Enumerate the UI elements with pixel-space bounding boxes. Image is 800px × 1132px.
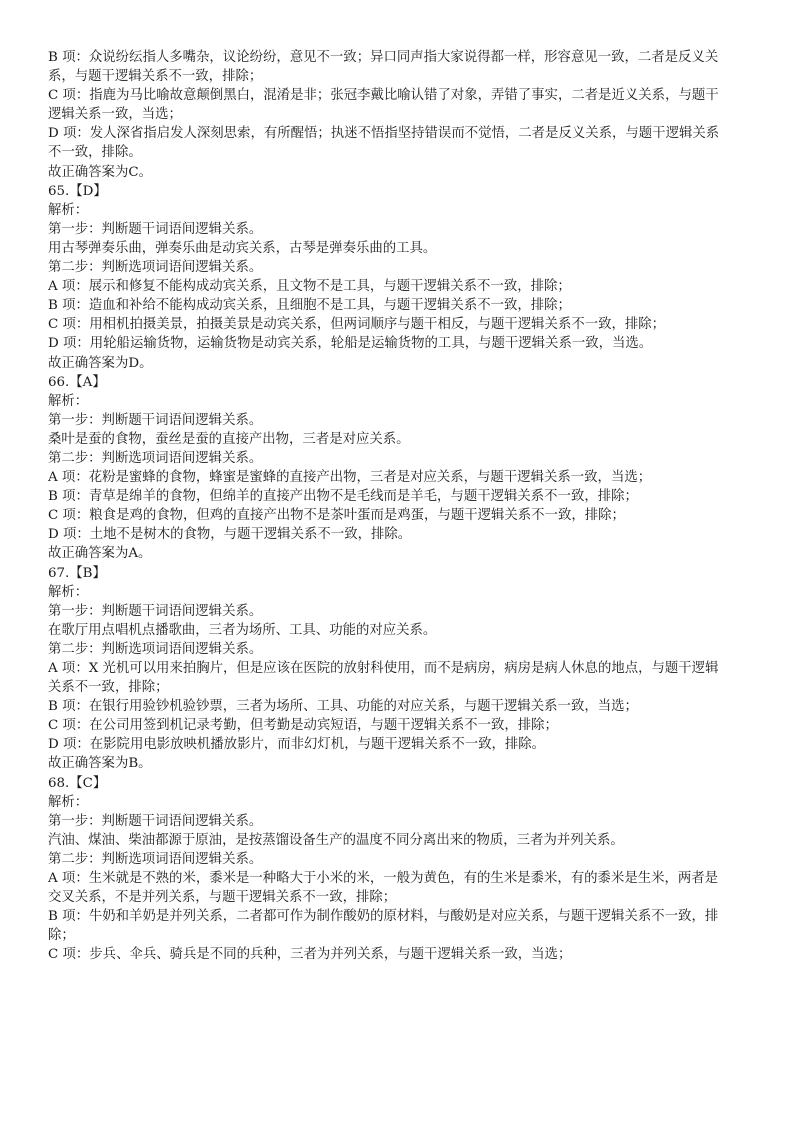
text-line: 故正确答案为C。 [48,164,152,180]
text-line: 逻辑关系一致，当选； [48,107,182,123]
document-body [48,48,760,965]
text-line: 在歌厅用点唱机点播歌曲，三者为场所、工具、功能的对应关系。 [48,622,437,638]
text-line: 68.【C】 [48,775,107,791]
text-line: 不一致，排除。 [48,145,142,161]
text-line: B 项：造血和补给不能构成动宾关系，且细胞不是工具，与题干逻辑关系不一致，排除； [48,298,571,314]
text-line: 汽油、煤油、柴油都源于原油，是按蒸馏设备生产的温度不同分离出来的物质，三者为并列关系。 [48,832,624,848]
text-line: 故正确答案为D。 [48,355,153,371]
text-line: 除； [48,928,75,944]
text-line: 桑叶是蚕的食物，蚕丝是蚕的直接产出物，三者是对应关系。 [48,431,410,447]
text-line: 系，与题干逻辑关系不一致，排除； [48,69,263,85]
text-line: B 项：牛奶和羊奶是并列关系，二者都可作为制作酸奶的原材料，与酸奶是对应关系，与题干逻辑关系不一致，排 [48,909,719,925]
text-line: 第二步：判断选项词语间逻辑关系。 [48,851,263,867]
text-line: 第一步：判断题干词语间逻辑关系。 [48,813,263,829]
text-line: A 项：展示和修复不能构成动宾关系，且文物不是工具，与题干逻辑关系不一致，排除； [48,279,571,295]
text-line: 交叉关系，不是并列关系，与题干逻辑关系不一致，排除； [48,890,397,906]
text-line: 第一步：判断题干词语间逻辑关系。 [48,221,263,237]
text-line: C 项：粮食是鸡的食物，但鸡的直接产出物不是茶叶蛋而是鸡蛋，与题干逻辑关系不一致，排除； [48,508,625,524]
text-line: A 项：X 光机可以用来拍胸片，但是应该在医院的放射科使用，而不是病房，病房是病人休息的地点，与题干逻辑 [48,661,719,676]
text-line: 66.【A】 [48,374,106,390]
text-line: 用古琴弹奏乐曲，弹奏乐曲是动宾关系，古琴是弹奏乐曲的工具。 [48,240,437,256]
text-line: 解析： [48,584,89,600]
text-line: D 项：在影院用电影放映机播放影片，而非幻灯机，与题干逻辑关系不一致，排除。 [48,737,546,753]
text-line: D 项：土地不是树木的食物，与题干逻辑关系不一致，排除。 [48,527,412,543]
text-line: 解析： [48,202,89,218]
text-line: 第一步：判断题干词语间逻辑关系。 [48,603,263,619]
text-line: A 项：花粉是蜜蜂的食物，蜂蜜是蜜蜂的直接产出物，三者是对应关系，与题干逻辑关系一致，当选； [48,470,652,486]
text-line: B 项：众说纷纭指人多嘴杂，议论纷纷，意见不一致；异口同声指大家说得都一样，形容意见一致，二者是反义关 [48,50,719,65]
text-line: 第二步：判断选项词语间逻辑关系。 [48,450,263,466]
text-line: 解析： [48,794,89,810]
text-line: B 项：在银行用验钞机验钞票，三者为场所、工具、功能的对应关系，与题干逻辑关系一致，当选； [48,699,638,715]
text-line: 第二步：判断选项词语间逻辑关系。 [48,641,263,657]
text-line: C 项：指鹿为马比喻故意颠倒黑白，混淆是非；张冠李戴比喻认错了对象，弄错了事实，二者是近义关系，与题干 [48,88,719,104]
text-line: C 项：用相机拍摄美景，拍摄美景是动宾关系，但两词顺序与题干相反，与题干逻辑关系不一致，排除； [48,317,666,333]
text-line: D 项：用轮船运输货物，运输货物是动宾关系，轮船是运输货物的工具，与题干逻辑关系一致，当选。 [48,336,653,352]
text-line: 第二步：判断选项词语间逻辑关系。 [48,260,263,276]
text-line: C 项：步兵、伞兵、骑兵是不同的兵种，三者为并列关系，与题干逻辑关系一致，当选； [48,947,572,963]
text-line: 故正确答案为B。 [48,756,152,772]
text-line: 关系不一致，排除； [48,680,169,696]
text-line: 67.【B】 [48,565,106,581]
text-line: A 项：生米就是不熟的米，黍米是一种略大于小米的米，一般为黄色，有的生米是黍米，有的黍米是生米，两者是 [48,871,719,887]
text-line: B 项：青草是绵羊的食物，但绵羊的直接产出物不是毛线而是羊毛，与题干逻辑关系不一致，排除； [48,489,638,505]
text-line: 解析： [48,393,89,409]
text-line: 第一步：判断题干词语间逻辑关系。 [48,412,263,428]
text-line: D 项：发人深省指启发人深刻思索，有所醒悟；执迷不悟指坚持错误而不觉悟，二者是反义关系，与题干逻辑关系 [48,126,720,142]
text-line: C 项：在公司用签到机记录考勤，但考勤是动宾短语，与题干逻辑关系不一致，排除； [48,718,558,734]
text-line: 65.【D】 [48,183,107,199]
text-line: 故正确答案为A。 [48,546,152,562]
